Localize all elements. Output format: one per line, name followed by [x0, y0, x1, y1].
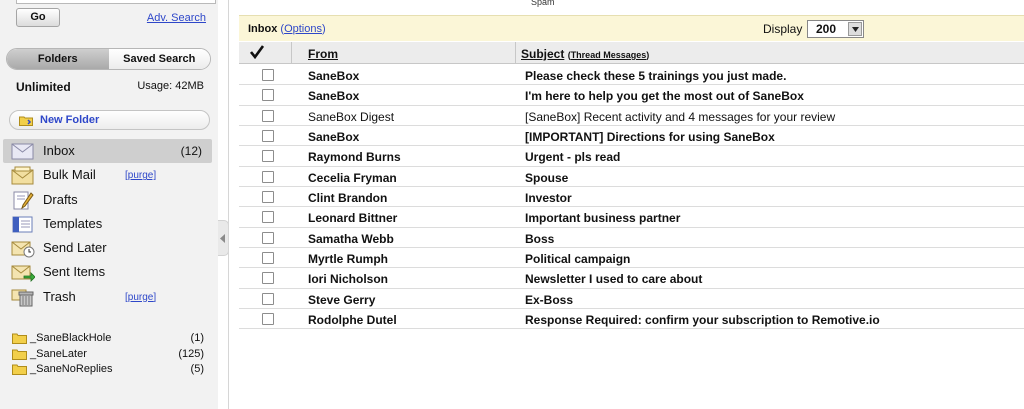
message-row[interactable] [239, 65, 1024, 85]
inbox-title [248, 23, 326, 35]
go-button[interactable]: Go [16, 8, 60, 27]
message-row[interactable] [239, 187, 1024, 207]
message-checkbox[interactable] [262, 69, 274, 81]
message-checkbox[interactable] [262, 130, 274, 142]
display-count-select[interactable] [807, 20, 864, 38]
message-subject[interactable]: Political campaign [525, 252, 631, 267]
folder-name: Templates [43, 215, 103, 231]
message-sender: Samatha Webb [308, 231, 394, 246]
drafts-icon [11, 191, 35, 210]
display-count-value: 200 [816, 22, 837, 36]
folder-name: Trash [43, 288, 76, 304]
folder-send-later[interactable] [3, 236, 212, 260]
thread-messages-link[interactable]: Thread Messages [570, 50, 647, 60]
sent-items-icon [11, 263, 35, 282]
message-sender: Cecelia Fryman [308, 170, 397, 185]
purge-bulk-link[interactable]: [purge] [125, 170, 157, 182]
dropdown-arrow [848, 22, 862, 36]
message-subject[interactable]: [SaneBox] Recent activity and 4 messages for your review [525, 109, 836, 124]
message-subject[interactable]: Response Required: confirm your subscription to Remotive.io [525, 313, 880, 328]
folder-count: (125) [178, 347, 204, 360]
message-checkbox[interactable] [262, 313, 274, 325]
from-column-header[interactable]: From [308, 47, 338, 61]
purge-trash-link[interactable]: [purge] [125, 291, 157, 303]
message-subject[interactable]: Investor [525, 191, 572, 206]
message-sender: Clint Brandon [308, 191, 388, 206]
message-checkbox[interactable] [262, 252, 274, 264]
options-close-paren: ) [322, 23, 326, 35]
message-subject[interactable]: Spouse [525, 170, 569, 185]
message-sender: Raymond Burns [308, 150, 401, 165]
tab-folders[interactable]: Folders [7, 49, 109, 69]
folder-bulk-mail[interactable] [3, 163, 212, 187]
message-checkbox[interactable] [262, 150, 274, 162]
folder-name: _SaneBlackHole [30, 332, 112, 344]
message-row[interactable] [239, 248, 1024, 268]
message-row[interactable] [239, 268, 1024, 288]
search-area [6, 0, 212, 34]
search-input[interactable] [16, 0, 216, 4]
folder-sane-noreplies[interactable] [12, 362, 204, 378]
message-table-header [239, 42, 1024, 64]
message-subject[interactable]: [IMPORTANT] Directions for using SaneBox [525, 130, 775, 145]
subject-sort-link[interactable]: Subject [521, 47, 565, 61]
message-checkbox[interactable] [262, 293, 274, 305]
folder-name: Drafts [43, 191, 78, 207]
options-open-paren: ( [280, 23, 285, 35]
folder-sane-blackhole[interactable] [12, 331, 204, 347]
pane-divider [228, 0, 229, 409]
folder-trash[interactable] [3, 285, 212, 309]
message-sender: SaneBox Digest [308, 109, 395, 124]
thread-open-paren: ( [567, 50, 571, 60]
inbox-options [280, 23, 325, 35]
message-sender: Steve Gerry [308, 292, 376, 307]
folder-sent-items[interactable] [3, 260, 212, 284]
send-later-icon [11, 239, 35, 258]
message-checkbox[interactable] [262, 171, 274, 183]
tab-saved-search[interactable]: Saved Search [109, 49, 211, 69]
sane-folder-list [12, 331, 204, 378]
folder-templates[interactable] [3, 212, 212, 236]
advanced-search-link[interactable]: Adv. Search [146, 12, 206, 24]
plan-label: Unlimited [16, 80, 71, 94]
inbox-icon [11, 142, 35, 161]
select-all-check-icon[interactable] [250, 45, 264, 59]
message-sender: SaneBox [308, 89, 360, 104]
folder-inbox[interactable] [3, 139, 212, 163]
message-row[interactable] [239, 106, 1024, 126]
usage-label: Usage: 42MB [137, 80, 204, 92]
thread-close-paren: ) [646, 50, 650, 60]
message-sender: Rodolphe Dutel [308, 313, 397, 328]
message-row[interactable] [239, 309, 1024, 329]
message-sender: Iori Nicholson [308, 272, 389, 287]
message-list [239, 65, 1024, 329]
message-subject[interactable]: Urgent - pls read [525, 150, 621, 165]
folder-tabs [6, 48, 211, 70]
folder-name: Bulk Mail [43, 167, 96, 183]
folder-count: (5) [190, 363, 204, 375]
message-checkbox[interactable] [262, 272, 274, 284]
folder-name: _SaneNoReplies [30, 363, 113, 375]
column-divider [291, 42, 292, 64]
options-link[interactable]: Options [284, 23, 322, 35]
new-folder-button[interactable] [9, 110, 210, 130]
subject-column-header [521, 47, 649, 61]
folder-name: Inbox [43, 143, 75, 158]
chevron-down-icon [852, 27, 859, 32]
folder-count: (12) [180, 144, 202, 158]
message-row[interactable] [239, 207, 1024, 227]
message-row[interactable] [239, 228, 1024, 248]
folder-add-icon [19, 115, 33, 126]
message-row[interactable] [239, 85, 1024, 105]
message-subject[interactable]: Ex-Boss [525, 292, 574, 307]
message-subject[interactable]: I'm here to help you get the most out of SaneBox [525, 89, 804, 104]
message-sender: Myrtle Rumph [308, 252, 389, 267]
bulk-mail-icon [11, 166, 35, 185]
message-subject[interactable]: Important business partner [525, 211, 681, 226]
message-sender: SaneBox [308, 69, 360, 83]
folder-list [3, 139, 212, 309]
message-subject[interactable]: Please check these 5 trainings you just made. [525, 69, 787, 83]
message-row[interactable] [239, 289, 1024, 309]
folder-icon [12, 333, 27, 344]
message-checkbox[interactable] [262, 232, 274, 244]
folder-name: Sent Items [43, 264, 106, 280]
message-subject[interactable]: Boss [525, 231, 555, 246]
message-checkbox[interactable] [262, 211, 274, 223]
folder-name: Send Later [43, 240, 107, 256]
new-folder-label: New Folder [40, 114, 100, 126]
chevron-left-icon [220, 234, 226, 243]
inbox-bar [239, 15, 1024, 41]
folder-count: (1) [190, 332, 204, 344]
sidebar [0, 0, 218, 409]
folder-sane-later[interactable] [12, 347, 204, 363]
message-row[interactable] [239, 146, 1024, 166]
message-row[interactable] [239, 126, 1024, 146]
column-divider [515, 42, 516, 64]
message-subject[interactable]: Newsletter I used to care about [525, 272, 703, 287]
message-checkbox[interactable] [262, 110, 274, 122]
message-row[interactable] [239, 167, 1024, 187]
spam-label[interactable]: Spam [531, 0, 555, 7]
folder-name: _SaneLater [30, 347, 87, 360]
inbox-title-text: Inbox [248, 23, 278, 35]
message-checkbox[interactable] [262, 191, 274, 203]
trash-icon [11, 288, 35, 307]
message-checkbox[interactable] [262, 89, 274, 101]
message-pane [239, 0, 1024, 409]
folder-icon [12, 349, 27, 360]
thread-toggle [568, 50, 650, 60]
folder-drafts[interactable] [3, 188, 212, 212]
message-sender: SaneBox [308, 130, 360, 145]
folder-icon [12, 364, 27, 375]
display-label: Display [763, 22, 803, 36]
templates-icon [11, 215, 35, 234]
message-sender: Leonard Bittner [308, 211, 398, 226]
